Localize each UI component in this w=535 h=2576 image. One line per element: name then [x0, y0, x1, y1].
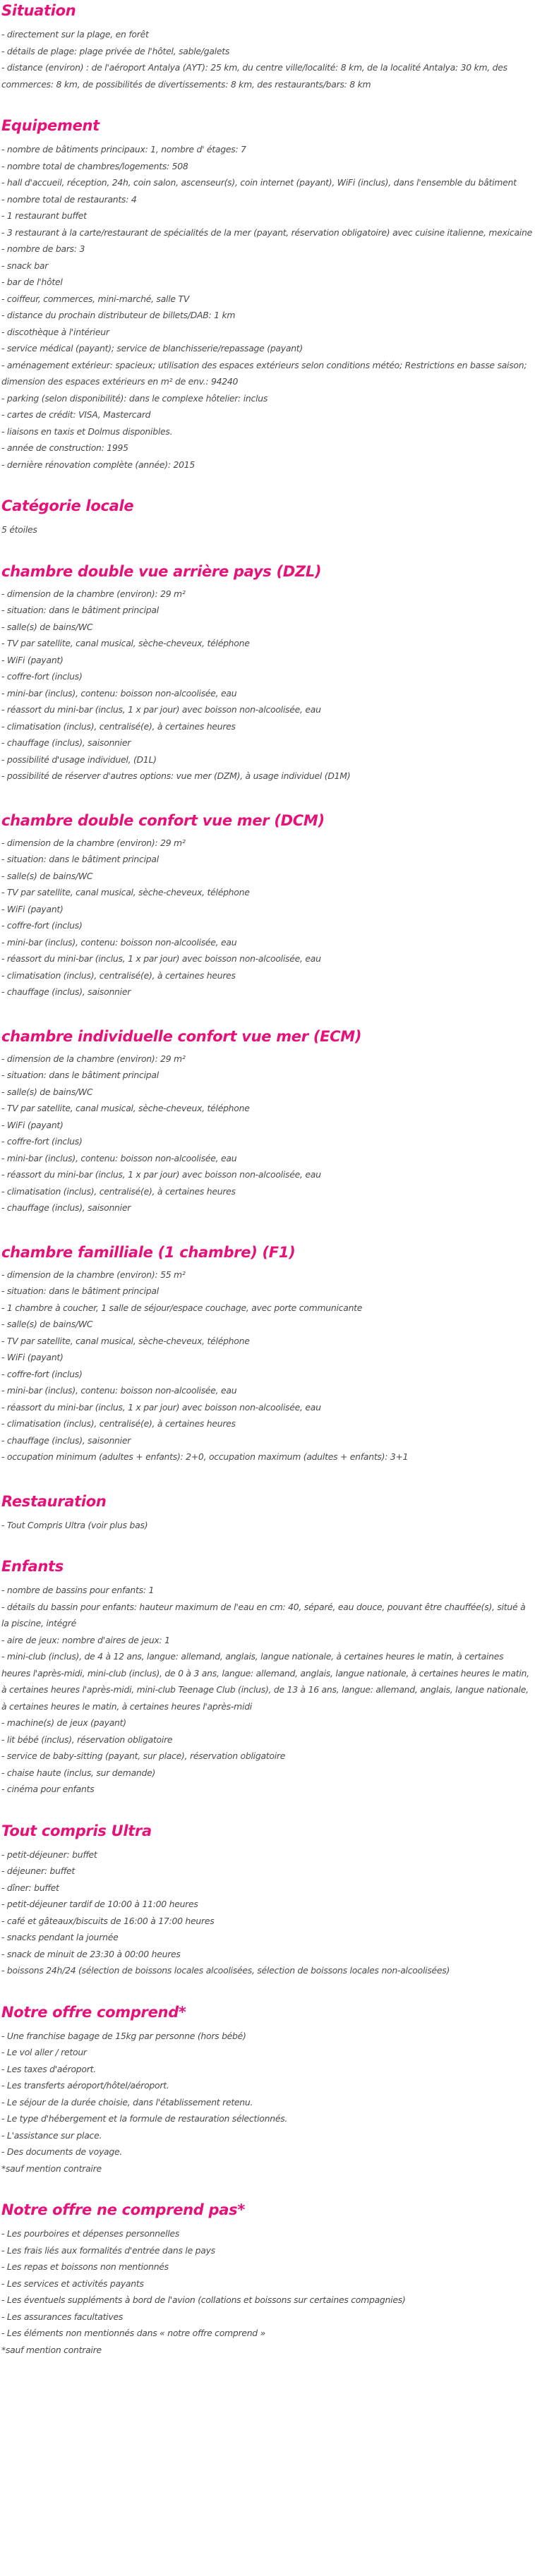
- list-item: - situation: dans le bâtiment principal: [1, 1070, 159, 1080]
- list-item: - Tout Compris Ultra (voir plus bas): [1, 1519, 148, 1530]
- list-item: - mini-bar (inclus), contenu: boisson non-alcoolisée, eau: [1, 687, 237, 699]
- list-item: *sauf mention contraire: [1, 2344, 102, 2355]
- list-item: - mini-bar (inclus), contenu: boisson non-alcoolisée, eau: [1, 936, 237, 948]
- room-block: [1, 562, 534, 785]
- list-item: - coffre-fort (inclus): [1, 920, 83, 931]
- room-features-list: [1, 1266, 534, 1465]
- list-item: - Des documents de voyage.: [1, 2146, 123, 2157]
- list-item: - dimension de la chambre (environ): 29 m²: [1, 837, 186, 848]
- room-title: chambre double confort vue mer (DCM): [1, 811, 325, 829]
- list-item: - réassort du mini-bar (inclus, 1 x par jour) avec boisson non-alcoolisée, eau: [1, 953, 321, 964]
- list-item: - salle(s) de bains/WC: [1, 1319, 93, 1329]
- section-list: [1, 1846, 534, 1979]
- list-item: - chauffage (inclus), saisonnier: [1, 737, 131, 748]
- list-item: - dimension de la chambre (environ): 55 m²: [1, 1269, 186, 1280]
- list-item: - salle(s) de bains/WC: [1, 621, 93, 632]
- list-item: - climatisation (inclus), centralisé(e), à certaines heures: [1, 720, 236, 732]
- section-title: Enfants: [1, 1558, 64, 1575]
- list-item: - TV par satellite, canal musical, sèche-cheveux, téléphone: [1, 1335, 250, 1346]
- room-features-list: [1, 835, 534, 1000]
- list-item: - snack bar: [1, 260, 49, 271]
- list-item: - snacks pendant la journée: [1, 1932, 119, 1942]
- list-item: - WiFi (payant): [1, 1119, 64, 1130]
- room-title: chambre double vue arrière pays (DZL): [1, 562, 322, 580]
- section-title: Situation: [1, 2, 76, 19]
- list-item: - TV par satellite, canal musical, sèche-cheveux, téléphone: [1, 887, 250, 897]
- section-title: Catégorie locale: [1, 497, 134, 514]
- room-block: [1, 1027, 534, 1216]
- room-title: chambre familliale (1 chambre) (F1): [1, 1243, 296, 1261]
- list-item: - Les frais liés aux formalités d'entrée dans le pays: [1, 2244, 215, 2256]
- list-item: - dimension de la chambre (environ): 29 m²: [1, 588, 186, 599]
- list-item: - Les services et activités payants: [1, 2278, 144, 2289]
- list-item: - possibilité d'usage individuel, (D1L): [1, 754, 157, 765]
- list-item: - Les éléments non mentionnés dans « notre offre comprend »: [1, 2328, 265, 2338]
- section-title: Tout compris Ultra: [1, 1822, 152, 1839]
- list-item: - aménagement extérieur: spacieux; utilisation des espaces extérieurs selon conditions météo; Restrictions en basse saison; dimension des espaces extérieurs en m² de env.: 94240: [1, 359, 527, 387]
- list-item: - chaise haute (inclus, sur demande): [1, 1767, 156, 1778]
- list-item: - directement sur la plage, en forêt: [1, 29, 149, 40]
- section-title: Restauration: [1, 1492, 107, 1510]
- list-item: - liaisons en taxis et Dolmus disponibles.: [1, 425, 173, 437]
- list-item: - année de construction: 1995: [1, 442, 128, 453]
- room-block: [1, 811, 534, 1000]
- list-item: - bar de l'hôtel: [1, 277, 63, 287]
- list-item: - café et gâteaux/biscuits de 16:00 à 17:00 heures: [1, 1915, 215, 1926]
- room-features-list: [1, 1051, 534, 1216]
- list-item: - situation: dans le bâtiment principal: [1, 854, 159, 864]
- list-item: - Les transferts aéroport/hôtel/aéroport.: [1, 2080, 169, 2091]
- list-item: - service de baby-sitting (payant, sur place), réservation obligatoire: [1, 1750, 286, 1761]
- section-equipement: [1, 116, 534, 473]
- room-block: [1, 1243, 534, 1465]
- list-item: - détails de plage: plage privée de l'hôtel, sable/galets: [1, 45, 230, 56]
- list-item: - coiffeur, commerces, mini-marché, salle TV: [1, 293, 190, 304]
- list-item: - dimension de la chambre (environ): 29 m²: [1, 1053, 186, 1064]
- list-item: - réassort du mini-bar (inclus, 1 x par jour) avec boisson non-alcoolisée, eau: [1, 1401, 321, 1413]
- list-item: - dernière rénovation complète (année): 2015: [1, 459, 195, 470]
- list-item: - déjeuner: buffet: [1, 1866, 75, 1876]
- section-enfants: [1, 1557, 534, 1798]
- list-item: - snack de minuit de 23:30 à 00:00 heures: [1, 1948, 181, 1959]
- list-item: - machine(s) de jeux (payant): [1, 1717, 126, 1728]
- room-features-list: [1, 586, 534, 785]
- list-item: - situation: dans le bâtiment principal: [1, 605, 159, 615]
- section-list: [1, 26, 534, 92]
- list-item: - parking (selon disponibilité): dans le complexe hôtelier: inclus: [1, 392, 268, 404]
- list-item: - climatisation (inclus), centralisé(e), à certaines heures: [1, 1418, 236, 1429]
- list-item: - climatisation (inclus), centralisé(e), à certaines heures: [1, 969, 236, 981]
- list-item: - coffre-fort (inclus): [1, 1368, 83, 1379]
- section-categorie: [1, 497, 534, 538]
- section-title: Equipement: [1, 117, 100, 134]
- list-item: - Une franchise bagage de 15kg par personne (hors bébé): [1, 2030, 246, 2041]
- list-item: - coffre-fort (inclus): [1, 671, 83, 682]
- list-item: - distance du prochain distributeur de billets/DAB: 1 km: [1, 310, 236, 320]
- section-list: [1, 1517, 534, 1534]
- list-item: - Les éventuels suppléments à bord de l'avion (collations et boissons sur certaines compagnies): [1, 2294, 406, 2305]
- list-item: - cartes de crédit: VISA, Mastercard: [1, 409, 151, 420]
- list-item: - petit-déjeuner: buffet: [1, 1849, 97, 1860]
- list-item: - service médical (payant); service de blanchisserie/repassage (payant): [1, 343, 303, 353]
- list-item: - TV par satellite, canal musical, sèche-cheveux, téléphone: [1, 638, 250, 648]
- room-types: [1, 562, 534, 1465]
- list-item: - nombre de bâtiments principaux: 1, nombre d' étages: 7: [1, 144, 246, 155]
- list-item: - chauffage (inclus), saisonnier: [1, 1202, 131, 1213]
- service-sections: [1, 1492, 534, 2359]
- list-item: - Les pourboires et dépenses personnelles: [1, 2228, 180, 2239]
- list-item: - nombre de bassins pour enfants: 1: [1, 1585, 155, 1595]
- list-item: - Le type d'hébergement et la formule de restauration sélectionnés.: [1, 2113, 288, 2124]
- list-item: - 1 restaurant buffet: [1, 210, 87, 221]
- list-item: - situation: dans le bâtiment principal: [1, 1286, 159, 1296]
- list-item: - cinéma pour enfants: [1, 1784, 95, 1794]
- list-item: - 3 restaurant à la carte/restaurant de spécialités de la mer (payant, réservation obligatoire) avec cuisine italienne, mexicaine: [1, 226, 532, 238]
- section-situation: [1, 1, 534, 92]
- list-item: - possibilité de réserver d'autres options: vue mer (DZM), à usage individuel (D1M): [1, 770, 351, 781]
- intro-sections: [1, 1, 534, 538]
- section-list: [1, 2028, 534, 2177]
- list-item: - WiFi (payant): [1, 654, 64, 665]
- section-restauration: [1, 1492, 534, 1534]
- list-item: - Les repas et boissons non mentionnés: [1, 2261, 169, 2272]
- list-item: - aire de jeux: nombre d'aires de jeux: 1: [1, 1634, 170, 1645]
- section-offre-comprend: [1, 2003, 534, 2177]
- section-list: [1, 141, 534, 473]
- section-list: [1, 521, 534, 538]
- list-item: - Le vol aller / retour: [1, 2047, 87, 2057]
- list-item: - Le séjour de la durée choisie, dans l'établissement retenu.: [1, 2096, 253, 2108]
- list-item: - lit bébé (inclus), réservation obligatoire: [1, 1734, 173, 1745]
- list-item: - dîner: buffet: [1, 1882, 59, 1893]
- list-item: - nombre total de restaurants: 4: [1, 193, 137, 205]
- list-item: - climatisation (inclus), centralisé(e), à certaines heures: [1, 1185, 236, 1197]
- list-item: *sauf mention contraire: [1, 2163, 102, 2174]
- section-title: Notre offre comprend*: [1, 2003, 186, 2021]
- list-item: - réassort du mini-bar (inclus, 1 x par jour) avec boisson non-alcoolisée, eau: [1, 704, 321, 715]
- list-item: - salle(s) de bains/WC: [1, 870, 93, 881]
- room-title: chambre individuelle confort vue mer (ECM): [1, 1027, 362, 1045]
- list-item: - TV par satellite, canal musical, sèche-cheveux, téléphone: [1, 1103, 250, 1113]
- section-list: [1, 2225, 534, 2358]
- list-item: - mini-club (inclus), de 4 à 12 ans, langue: allemand, anglais, langue nationale, à certaines heures le matin, à certaines heures l'après-midi, mini-club (inclus), de 0 à 3 ans, langue: allemand, anglais, langue nationale, à certaines heures le matin, à certaines heures l'après-midi, mini-club Teenage Club (inclus), de 13 à 16 ans, langue: allemand, anglais, langue nationale, à certaines heures le matin, à certaines heures l'après-midi: [1, 1651, 529, 1712]
- list-item: - chauffage (inclus), saisonnier: [1, 1434, 131, 1446]
- section-tout-compris: [1, 1822, 534, 1979]
- list-item: - L'assistance sur place.: [1, 2129, 102, 2141]
- list-item: - coffre-fort (inclus): [1, 1136, 83, 1147]
- list-item: - chauffage (inclus), saisonnier: [1, 986, 131, 997]
- section-list: [1, 1582, 534, 1798]
- list-item: - nombre de bars: 3: [1, 243, 85, 254]
- list-item: - détails du bassin pour enfants: hauteur maximum de l'eau en cm: 40, séparé, eau douce, pouvant être chauffée(s), situé à la piscine, intégré: [1, 1601, 526, 1628]
- list-item: - nombre total de chambres/logements: 508: [1, 160, 188, 171]
- list-item: - discothèque à l'intérieur: [1, 326, 109, 337]
- list-item: - réassort du mini-bar (inclus, 1 x par jour) avec boisson non-alcoolisée, eau: [1, 1169, 321, 1180]
- list-item: - mini-bar (inclus), contenu: boisson non-alcoolisée, eau: [1, 1152, 237, 1163]
- list-item: - Les taxes d'aéroport.: [1, 2063, 96, 2074]
- list-item: - mini-bar (inclus), contenu: boisson non-alcoolisée, eau: [1, 1385, 237, 1396]
- list-item: - occupation minimum (adultes + enfants): 2+0, occupation maximum (adultes + enfants): 3+1: [1, 1451, 409, 1462]
- section-title: Notre offre ne comprend pas*: [1, 2201, 246, 2218]
- list-item: 5 étoiles: [1, 524, 37, 535]
- list-item: - boissons 24h/24 (sélection de boissons locales alcoolisées, sélection de boissons locales non-alcoolisées): [1, 1965, 450, 1976]
- list-item: - distance (environ) : de l'aéroport Antalya (AYT): 25 km, du centre ville/localité: 8 km, de la localité Antalya: 30 km, des commerces: 8 km, de possibilités de divertissements: 8 km, des restaurants/bars: 8 km: [1, 62, 507, 90]
- list-item: - WiFi (payant): [1, 1352, 64, 1362]
- list-item: - petit-déjeuner tardif de 10:00 à 11:00 heures: [1, 1899, 198, 1909]
- list-item: - Les assurances facultatives: [1, 2311, 124, 2322]
- list-item: - WiFi (payant): [1, 903, 64, 914]
- list-item: - hall d'accueil, réception, 24h, coin salon, ascenseur(s), coin internet (payant), WiFi (inclus), dans l'ensemble du bâtiment: [1, 177, 517, 188]
- list-item: - salle(s) de bains/WC: [1, 1086, 93, 1097]
- section-offre-ne-comprend-pas: [1, 2201, 534, 2358]
- list-item: - 1 chambre à coucher, 1 salle de séjour/espace couchage, avec porte communicante: [1, 1302, 363, 1313]
